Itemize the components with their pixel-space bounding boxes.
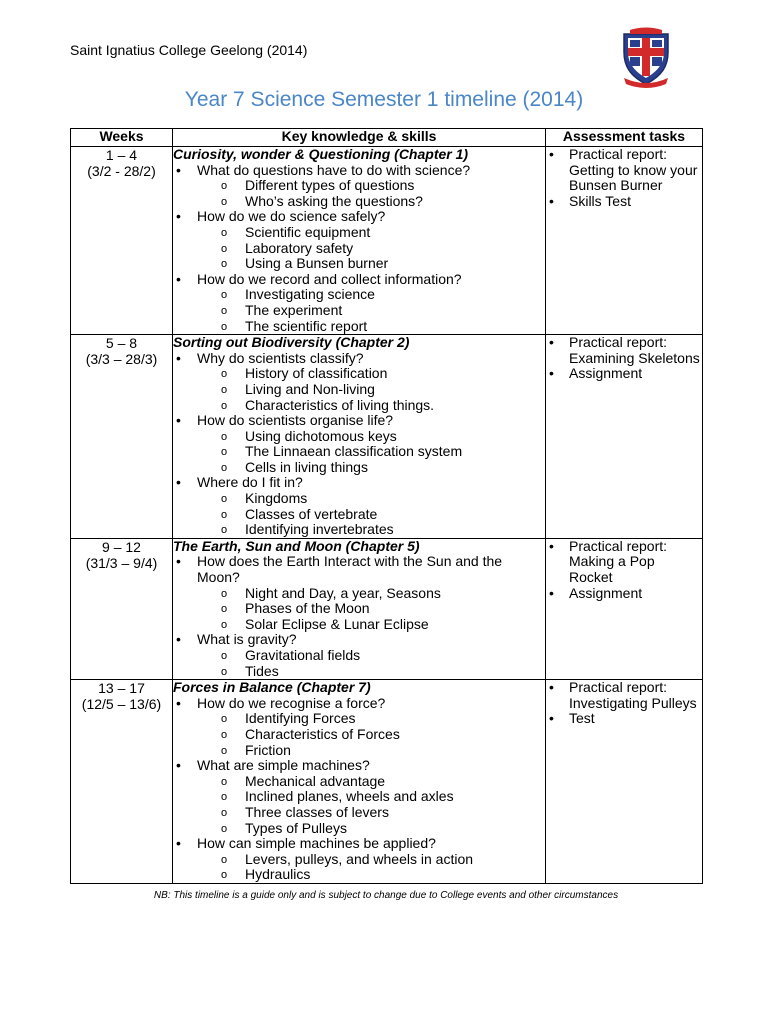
subtopic-list — [197, 852, 545, 883]
header-assessment-tasks: Assessment tasks — [546, 129, 703, 147]
subtopic-item: o Identifying Forces — [197, 711, 545, 727]
question-text: • How do scientists organise life? — [197, 412, 394, 429]
header-weeks: Weeks — [71, 129, 173, 147]
week-range: 13 – 17 — [98, 680, 145, 697]
chapter-title: Sorting out Biodiversity (Chapter 2) — [173, 334, 410, 351]
question-text: • How do we recognise a force? — [197, 694, 386, 711]
subtopic-item: o The Linnaean classification system — [197, 444, 545, 460]
question-item — [173, 632, 545, 679]
assessment-item: • Practical report: Making a Pop Rocket — [546, 539, 702, 586]
subtopic-list — [197, 491, 545, 538]
question-item — [173, 209, 545, 271]
table-row — [71, 538, 703, 679]
table-row — [71, 680, 703, 884]
subtopic-item: o Using dichotomous keys — [197, 429, 545, 445]
assessment-item: • Practical report: Getting to know your Bunsen Burner — [546, 147, 702, 194]
key-knowledge-cell — [173, 680, 546, 884]
subtopic-item: o Scientific equipment — [197, 225, 545, 241]
question-text: • Why do scientists classify? — [197, 349, 364, 366]
chapter-title: Curiosity, wonder & Questioning (Chapter 1) — [173, 146, 469, 162]
question-text: • What is gravity? — [197, 631, 297, 648]
assessment-item: • Test — [546, 711, 702, 727]
question-text: • What do questions have to do with science? — [197, 161, 471, 178]
weeks-cell — [71, 335, 173, 539]
question-list — [173, 163, 545, 335]
subtopic-list — [197, 711, 545, 758]
week-range: 1 – 4 — [105, 147, 138, 163]
header-key-knowledge: Key knowledge & skills — [173, 129, 546, 147]
subtopic-item: o Laboratory safety — [197, 241, 545, 257]
question-text: • What are simple machines? — [197, 757, 370, 774]
assessment-cell — [546, 538, 703, 679]
subtopic-item: o Night and Day, a year, Seasons — [197, 586, 545, 602]
chapter-title: The Earth, Sun and Moon (Chapter 5) — [173, 537, 420, 554]
subtopic-list — [197, 366, 545, 413]
subtopic-item: o The scientific report — [197, 319, 545, 335]
question-list — [173, 351, 545, 538]
subtopic-item: o Identifying invertebrates — [197, 522, 545, 538]
subtopic-list — [197, 586, 545, 633]
assessment-item: • Skills Test — [546, 194, 702, 210]
question-item — [173, 351, 545, 413]
assessment-list — [546, 680, 702, 727]
assessment-item: • Practical report: Examining Skeletons — [546, 335, 702, 366]
subtopic-item: o Different types of questions — [197, 178, 545, 194]
date-range: (3/3 – 28/3) — [85, 351, 158, 368]
assessment-item: • Assignment — [546, 586, 702, 602]
subtopic-item: o Characteristics of Forces — [197, 727, 545, 743]
question-list — [173, 554, 545, 679]
table-row — [71, 147, 703, 335]
subtopic-list — [197, 287, 545, 334]
week-range: 9 – 12 — [102, 538, 141, 555]
question-text: • How do we do science safely? — [197, 208, 386, 225]
assessment-list — [546, 539, 702, 601]
question-item — [173, 475, 545, 537]
subtopic-item: o Classes of vertebrate — [197, 507, 545, 523]
school-name: Saint Ignatius College Geelong (2014) — [70, 42, 308, 58]
date-range: (12/5 – 13/6) — [81, 696, 162, 713]
subtopic-item: o Hydraulics — [197, 867, 545, 883]
date-range: (3/2 - 28/2) — [87, 163, 156, 179]
assessment-cell — [546, 147, 703, 335]
key-knowledge-cell — [173, 335, 546, 539]
subtopic-item: o History of classification — [197, 366, 545, 382]
weeks-cell — [71, 538, 173, 679]
subtopic-item: o Characteristics of living things. — [197, 398, 545, 414]
week-range: 5 – 8 — [105, 335, 138, 352]
subtopic-list — [197, 225, 545, 272]
subtopic-item: o Three classes of levers — [197, 805, 545, 821]
table-header-row — [71, 129, 703, 147]
assessment-list — [546, 147, 702, 209]
subtopic-item: o Friction — [197, 743, 545, 759]
subtopic-item: o Types of Pulleys — [197, 821, 545, 837]
date-range: (31/3 – 9/4) — [85, 554, 158, 571]
question-list — [173, 696, 545, 883]
question-text: • How does the Earth Interact with the Sun and the Moon? — [197, 553, 503, 586]
footnote: NB: This timeline is a guide only and is subject to change due to College events and other circumstances — [153, 890, 619, 901]
question-item — [173, 696, 545, 758]
subtopic-item: o Kingdoms — [197, 491, 545, 507]
subtopic-item: o Solar Eclipse & Lunar Eclipse — [197, 617, 545, 633]
subtopic-item: o The experiment — [197, 303, 545, 319]
question-text: • How do we record and collect information? — [197, 270, 462, 287]
subtopic-item: o Cells in living things — [197, 460, 545, 476]
question-item — [173, 554, 545, 632]
weeks-cell — [71, 680, 173, 884]
subtopic-item: o Phases of the Moon — [197, 601, 545, 617]
key-knowledge-cell — [173, 538, 546, 679]
question-item — [173, 758, 545, 836]
assessment-cell — [546, 335, 703, 539]
weeks-cell — [71, 147, 173, 335]
subtopic-list — [197, 429, 545, 476]
subtopic-item: o Gravitational fields — [197, 648, 545, 664]
subtopic-item: o Living and Non-living — [197, 382, 545, 398]
assessment-item: • Practical report: Investigating Pulleys — [546, 680, 702, 711]
subtopic-item: o Using a Bunsen burner — [197, 256, 545, 272]
question-item — [173, 163, 545, 210]
question-text: • Where do I fit in? — [197, 474, 303, 491]
subtopic-list — [197, 648, 545, 679]
assessment-list — [546, 335, 702, 382]
question-item — [173, 413, 545, 475]
timeline-table — [70, 128, 703, 884]
assessment-item: • Assignment — [546, 366, 702, 382]
table-row — [71, 335, 703, 539]
question-text: • How can simple machines be applied? — [197, 835, 436, 852]
question-item — [173, 272, 545, 334]
page-title: Year 7 Science Semester 1 timeline (2014) — [184, 88, 584, 111]
subtopic-item: o Tides — [197, 664, 545, 680]
assessment-cell — [546, 680, 703, 884]
question-item — [173, 836, 545, 883]
subtopic-item: o Investigating science — [197, 287, 545, 303]
subtopic-item: o Levers, pulleys, and wheels in action — [197, 852, 545, 868]
chapter-title: Forces in Balance (Chapter 7) — [173, 679, 371, 696]
college-crest-logo — [620, 26, 672, 88]
subtopic-list — [197, 178, 545, 209]
subtopic-item: o Mechanical advantage — [197, 774, 545, 790]
subtopic-item: o Who’s asking the questions? — [197, 194, 545, 210]
key-knowledge-cell — [173, 147, 546, 335]
subtopic-item: o Inclined planes, wheels and axles — [197, 789, 545, 805]
subtopic-list — [197, 774, 545, 836]
